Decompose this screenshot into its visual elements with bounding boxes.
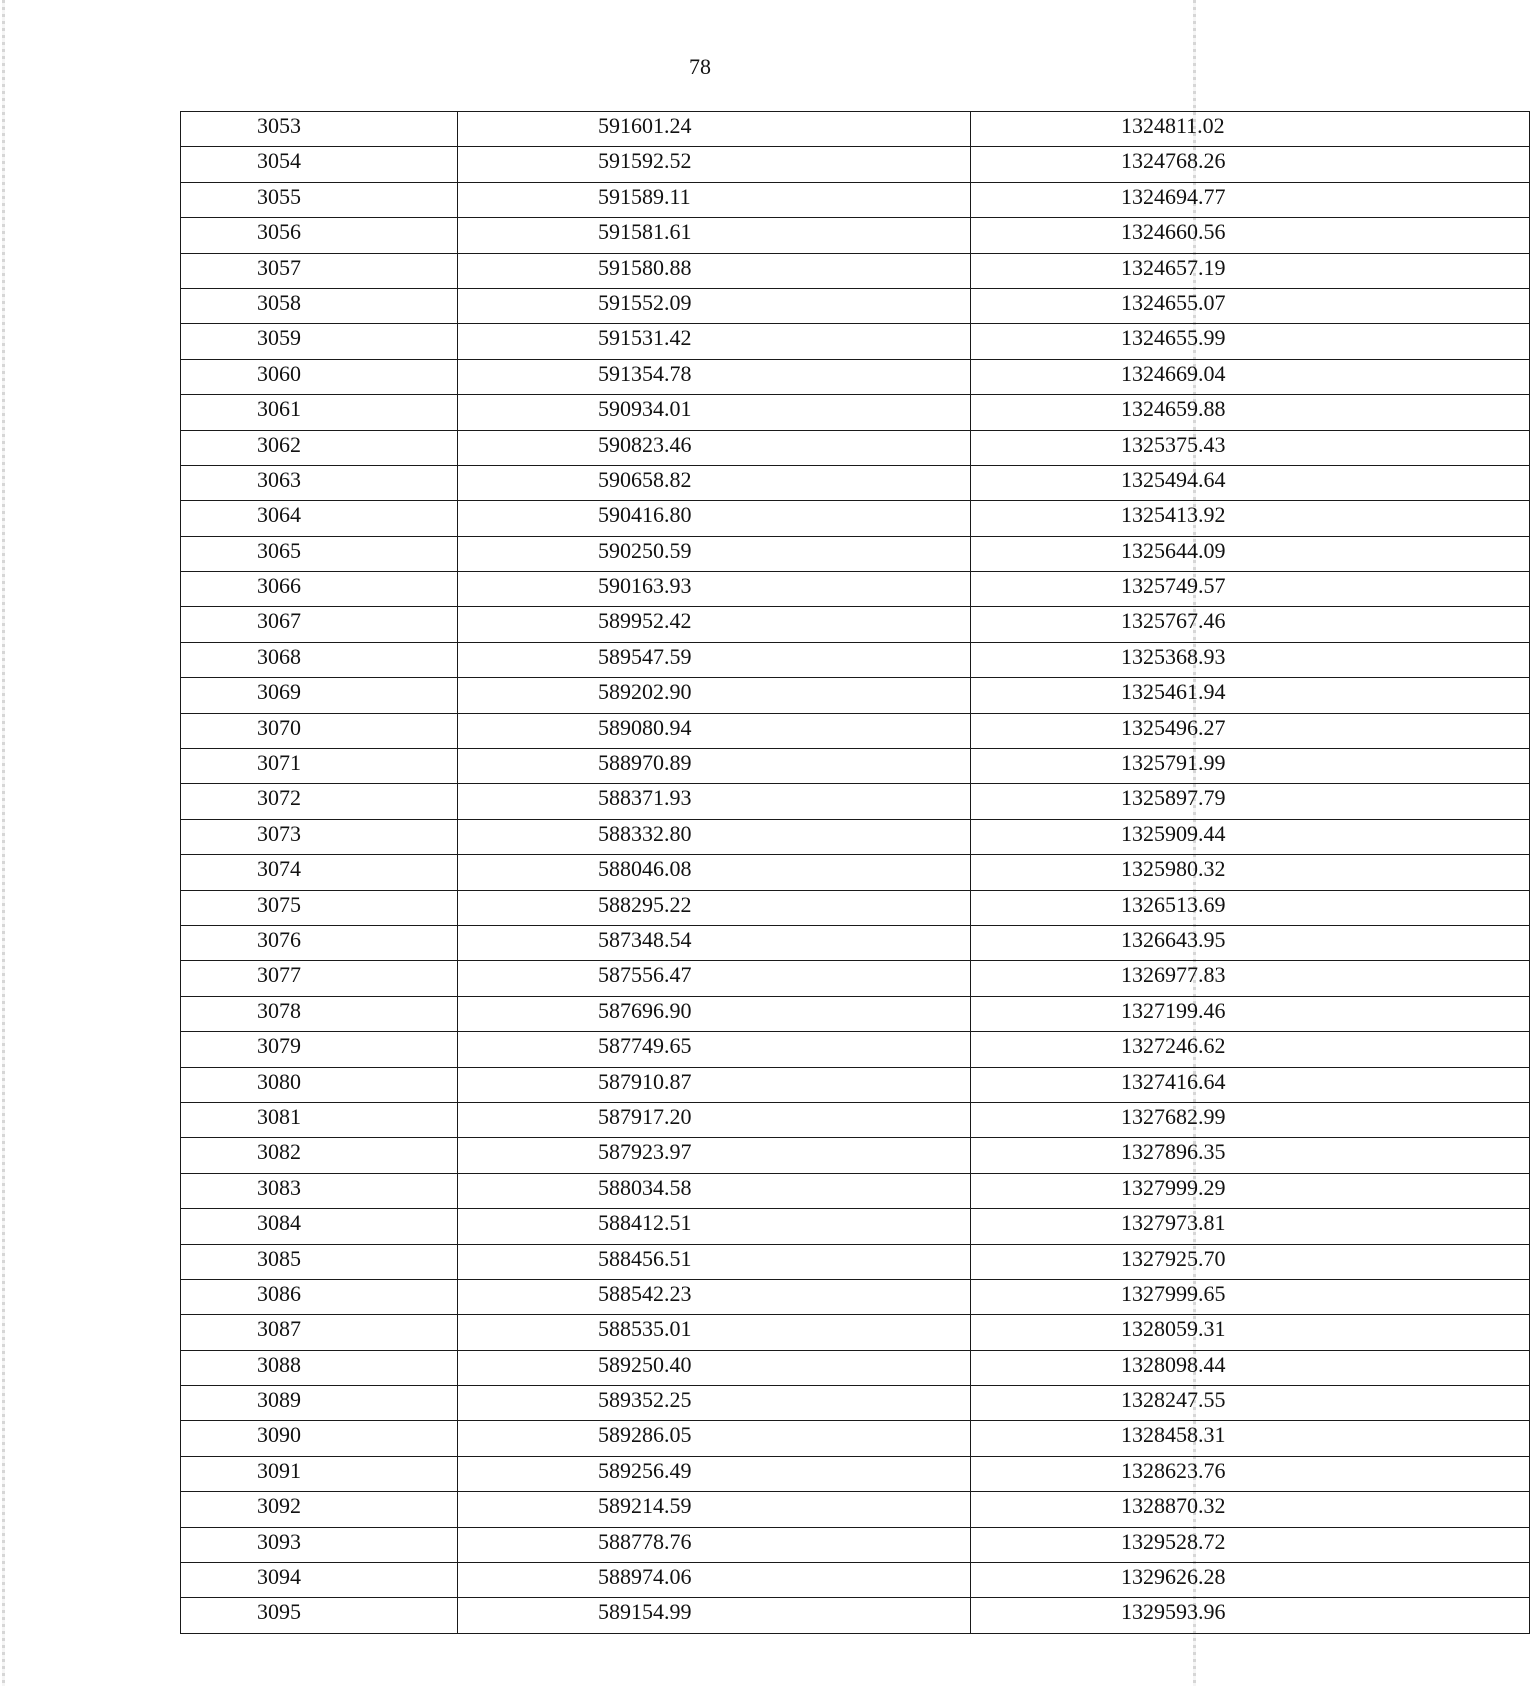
point-id-cell: 3060	[181, 359, 458, 394]
point-id-cell: 3056	[181, 218, 458, 253]
point-id-cell: 3055	[181, 182, 458, 217]
y-coordinate-cell: 1324657.19	[971, 253, 1530, 288]
table-row	[181, 1563, 1530, 1598]
table-row	[181, 501, 1530, 536]
point-id-cell: 3074	[181, 855, 458, 890]
x-coordinate-cell: 588778.76	[458, 1527, 971, 1562]
x-coordinate-cell: 589250.40	[458, 1350, 971, 1385]
x-coordinate-cell: 588970.89	[458, 749, 971, 784]
point-id-cell: 3053	[181, 112, 458, 147]
table-row	[181, 925, 1530, 960]
x-coordinate-cell: 588332.80	[458, 819, 971, 854]
x-coordinate-cell: 590250.59	[458, 536, 971, 571]
table-row	[181, 218, 1530, 253]
scan-edge-left	[2, 0, 5, 1686]
x-coordinate-cell: 589080.94	[458, 713, 971, 748]
point-id-cell: 3089	[181, 1386, 458, 1421]
y-coordinate-cell: 1327999.29	[971, 1173, 1530, 1208]
y-coordinate-cell: 1326643.95	[971, 925, 1530, 960]
table-row	[181, 961, 1530, 996]
point-id-cell: 3073	[181, 819, 458, 854]
x-coordinate-cell: 589547.59	[458, 642, 971, 677]
point-id-cell: 3090	[181, 1421, 458, 1456]
table-row	[181, 784, 1530, 819]
y-coordinate-cell: 1327246.62	[971, 1032, 1530, 1067]
y-coordinate-cell: 1325494.64	[971, 465, 1530, 500]
table-row	[181, 288, 1530, 323]
y-coordinate-cell: 1324811.02	[971, 112, 1530, 147]
table-row	[181, 855, 1530, 890]
y-coordinate-cell: 1329626.28	[971, 1563, 1530, 1598]
point-id-cell: 3081	[181, 1102, 458, 1137]
y-coordinate-cell: 1328098.44	[971, 1350, 1530, 1385]
x-coordinate-cell: 589352.25	[458, 1386, 971, 1421]
point-id-cell: 3064	[181, 501, 458, 536]
point-id-cell: 3087	[181, 1315, 458, 1350]
table-row	[181, 430, 1530, 465]
x-coordinate-cell: 588295.22	[458, 890, 971, 925]
point-id-cell: 3061	[181, 395, 458, 430]
table-row	[181, 819, 1530, 854]
x-coordinate-cell: 589202.90	[458, 678, 971, 713]
table-row	[181, 1102, 1530, 1137]
coordinate-table-body	[181, 112, 1530, 1634]
table-row	[181, 1209, 1530, 1244]
y-coordinate-cell: 1325368.93	[971, 642, 1530, 677]
point-id-cell: 3086	[181, 1279, 458, 1314]
table-row	[181, 395, 1530, 430]
x-coordinate-cell: 588535.01	[458, 1315, 971, 1350]
point-id-cell: 3083	[181, 1173, 458, 1208]
y-coordinate-cell: 1324660.56	[971, 218, 1530, 253]
x-coordinate-cell: 589952.42	[458, 607, 971, 642]
point-id-cell: 3092	[181, 1492, 458, 1527]
y-coordinate-cell: 1328458.31	[971, 1421, 1530, 1456]
y-coordinate-cell: 1325461.94	[971, 678, 1530, 713]
x-coordinate-cell: 590658.82	[458, 465, 971, 500]
x-coordinate-cell: 591580.88	[458, 253, 971, 288]
table-row	[181, 1492, 1530, 1527]
y-coordinate-cell: 1327973.81	[971, 1209, 1530, 1244]
table-row	[181, 642, 1530, 677]
x-coordinate-cell: 589154.99	[458, 1598, 971, 1633]
x-coordinate-cell: 590416.80	[458, 501, 971, 536]
y-coordinate-cell: 1325909.44	[971, 819, 1530, 854]
table-row	[181, 890, 1530, 925]
table-row	[181, 1279, 1530, 1314]
y-coordinate-cell: 1325496.27	[971, 713, 1530, 748]
point-id-cell: 3088	[181, 1350, 458, 1385]
table-row	[181, 253, 1530, 288]
table-row	[181, 996, 1530, 1031]
page-number: 78	[689, 54, 711, 79]
point-id-cell: 3095	[181, 1598, 458, 1633]
table-row	[181, 713, 1530, 748]
y-coordinate-cell: 1326513.69	[971, 890, 1530, 925]
point-id-cell: 3069	[181, 678, 458, 713]
table-row	[181, 1173, 1530, 1208]
table-row	[181, 1386, 1530, 1421]
point-id-cell: 3085	[181, 1244, 458, 1279]
y-coordinate-cell: 1327999.65	[971, 1279, 1530, 1314]
point-id-cell: 3075	[181, 890, 458, 925]
x-coordinate-cell: 587556.47	[458, 961, 971, 996]
y-coordinate-cell: 1328059.31	[971, 1315, 1530, 1350]
table-row	[181, 536, 1530, 571]
y-coordinate-cell: 1324659.88	[971, 395, 1530, 430]
table-row	[181, 1067, 1530, 1102]
x-coordinate-cell: 591581.61	[458, 218, 971, 253]
point-id-cell: 3076	[181, 925, 458, 960]
y-coordinate-cell: 1328870.32	[971, 1492, 1530, 1527]
y-coordinate-cell: 1329593.96	[971, 1598, 1530, 1633]
x-coordinate-cell: 589286.05	[458, 1421, 971, 1456]
point-id-cell: 3093	[181, 1527, 458, 1562]
table-row	[181, 1244, 1530, 1279]
x-coordinate-cell: 589256.49	[458, 1456, 971, 1491]
table-row	[181, 1456, 1530, 1491]
y-coordinate-cell: 1325375.43	[971, 430, 1530, 465]
point-id-cell: 3080	[181, 1067, 458, 1102]
x-coordinate-cell: 591589.11	[458, 182, 971, 217]
x-coordinate-cell: 591354.78	[458, 359, 971, 394]
table-row	[181, 147, 1530, 182]
y-coordinate-cell: 1328247.55	[971, 1386, 1530, 1421]
x-coordinate-cell: 587917.20	[458, 1102, 971, 1137]
point-id-cell: 3062	[181, 430, 458, 465]
y-coordinate-cell: 1324669.04	[971, 359, 1530, 394]
y-coordinate-cell: 1327896.35	[971, 1138, 1530, 1173]
table-row	[181, 465, 1530, 500]
x-coordinate-cell: 591552.09	[458, 288, 971, 323]
table-row	[181, 572, 1530, 607]
table-row	[181, 749, 1530, 784]
table-row	[181, 607, 1530, 642]
x-coordinate-cell: 587749.65	[458, 1032, 971, 1067]
y-coordinate-cell: 1328623.76	[971, 1456, 1530, 1491]
point-id-cell: 3077	[181, 961, 458, 996]
point-id-cell: 3094	[181, 1563, 458, 1598]
y-coordinate-cell: 1326977.83	[971, 961, 1530, 996]
x-coordinate-cell: 590823.46	[458, 430, 971, 465]
y-coordinate-cell: 1327416.64	[971, 1067, 1530, 1102]
point-id-cell: 3070	[181, 713, 458, 748]
table-row	[181, 182, 1530, 217]
x-coordinate-cell: 591531.42	[458, 324, 971, 359]
x-coordinate-cell: 588974.06	[458, 1563, 971, 1598]
y-coordinate-cell: 1325791.99	[971, 749, 1530, 784]
y-coordinate-cell: 1325980.32	[971, 855, 1530, 890]
x-coordinate-cell: 590163.93	[458, 572, 971, 607]
y-coordinate-cell: 1327682.99	[971, 1102, 1530, 1137]
x-coordinate-cell: 587910.87	[458, 1067, 971, 1102]
y-coordinate-cell: 1329528.72	[971, 1527, 1530, 1562]
y-coordinate-cell: 1325897.79	[971, 784, 1530, 819]
x-coordinate-cell: 588371.93	[458, 784, 971, 819]
x-coordinate-cell: 591601.24	[458, 112, 971, 147]
table-row	[181, 1315, 1530, 1350]
point-id-cell: 3091	[181, 1456, 458, 1491]
point-id-cell: 3084	[181, 1209, 458, 1244]
y-coordinate-cell: 1325767.46	[971, 607, 1530, 642]
x-coordinate-cell: 589214.59	[458, 1492, 971, 1527]
table-row	[181, 324, 1530, 359]
table-row	[181, 1527, 1530, 1562]
table-row	[181, 1598, 1530, 1633]
y-coordinate-cell: 1325644.09	[971, 536, 1530, 571]
point-id-cell: 3058	[181, 288, 458, 323]
table-row	[181, 1350, 1530, 1385]
point-id-cell: 3057	[181, 253, 458, 288]
x-coordinate-cell: 588456.51	[458, 1244, 971, 1279]
table-row	[181, 678, 1530, 713]
point-id-cell: 3072	[181, 784, 458, 819]
y-coordinate-cell: 1324694.77	[971, 182, 1530, 217]
table-row	[181, 359, 1530, 394]
point-id-cell: 3082	[181, 1138, 458, 1173]
y-coordinate-cell: 1325413.92	[971, 501, 1530, 536]
point-id-cell: 3059	[181, 324, 458, 359]
x-coordinate-cell: 591592.52	[458, 147, 971, 182]
point-id-cell: 3063	[181, 465, 458, 500]
x-coordinate-cell: 590934.01	[458, 395, 971, 430]
y-coordinate-cell: 1327199.46	[971, 996, 1530, 1031]
point-id-cell: 3067	[181, 607, 458, 642]
table-row	[181, 1138, 1530, 1173]
x-coordinate-cell: 587923.97	[458, 1138, 971, 1173]
x-coordinate-cell: 588046.08	[458, 855, 971, 890]
point-id-cell: 3066	[181, 572, 458, 607]
point-id-cell: 3079	[181, 1032, 458, 1067]
coordinate-table	[180, 111, 1530, 1634]
x-coordinate-cell: 588034.58	[458, 1173, 971, 1208]
y-coordinate-cell: 1327925.70	[971, 1244, 1530, 1279]
y-coordinate-cell: 1324655.07	[971, 288, 1530, 323]
table-row	[181, 1032, 1530, 1067]
point-id-cell: 3054	[181, 147, 458, 182]
y-coordinate-cell: 1324768.26	[971, 147, 1530, 182]
point-id-cell: 3071	[181, 749, 458, 784]
x-coordinate-cell: 587696.90	[458, 996, 971, 1031]
y-coordinate-cell: 1324655.99	[971, 324, 1530, 359]
table-row	[181, 1421, 1530, 1456]
x-coordinate-cell: 588542.23	[458, 1279, 971, 1314]
x-coordinate-cell: 588412.51	[458, 1209, 971, 1244]
x-coordinate-cell: 587348.54	[458, 925, 971, 960]
point-id-cell: 3078	[181, 996, 458, 1031]
point-id-cell: 3068	[181, 642, 458, 677]
y-coordinate-cell: 1325749.57	[971, 572, 1530, 607]
point-id-cell: 3065	[181, 536, 458, 571]
table-row	[181, 112, 1530, 147]
